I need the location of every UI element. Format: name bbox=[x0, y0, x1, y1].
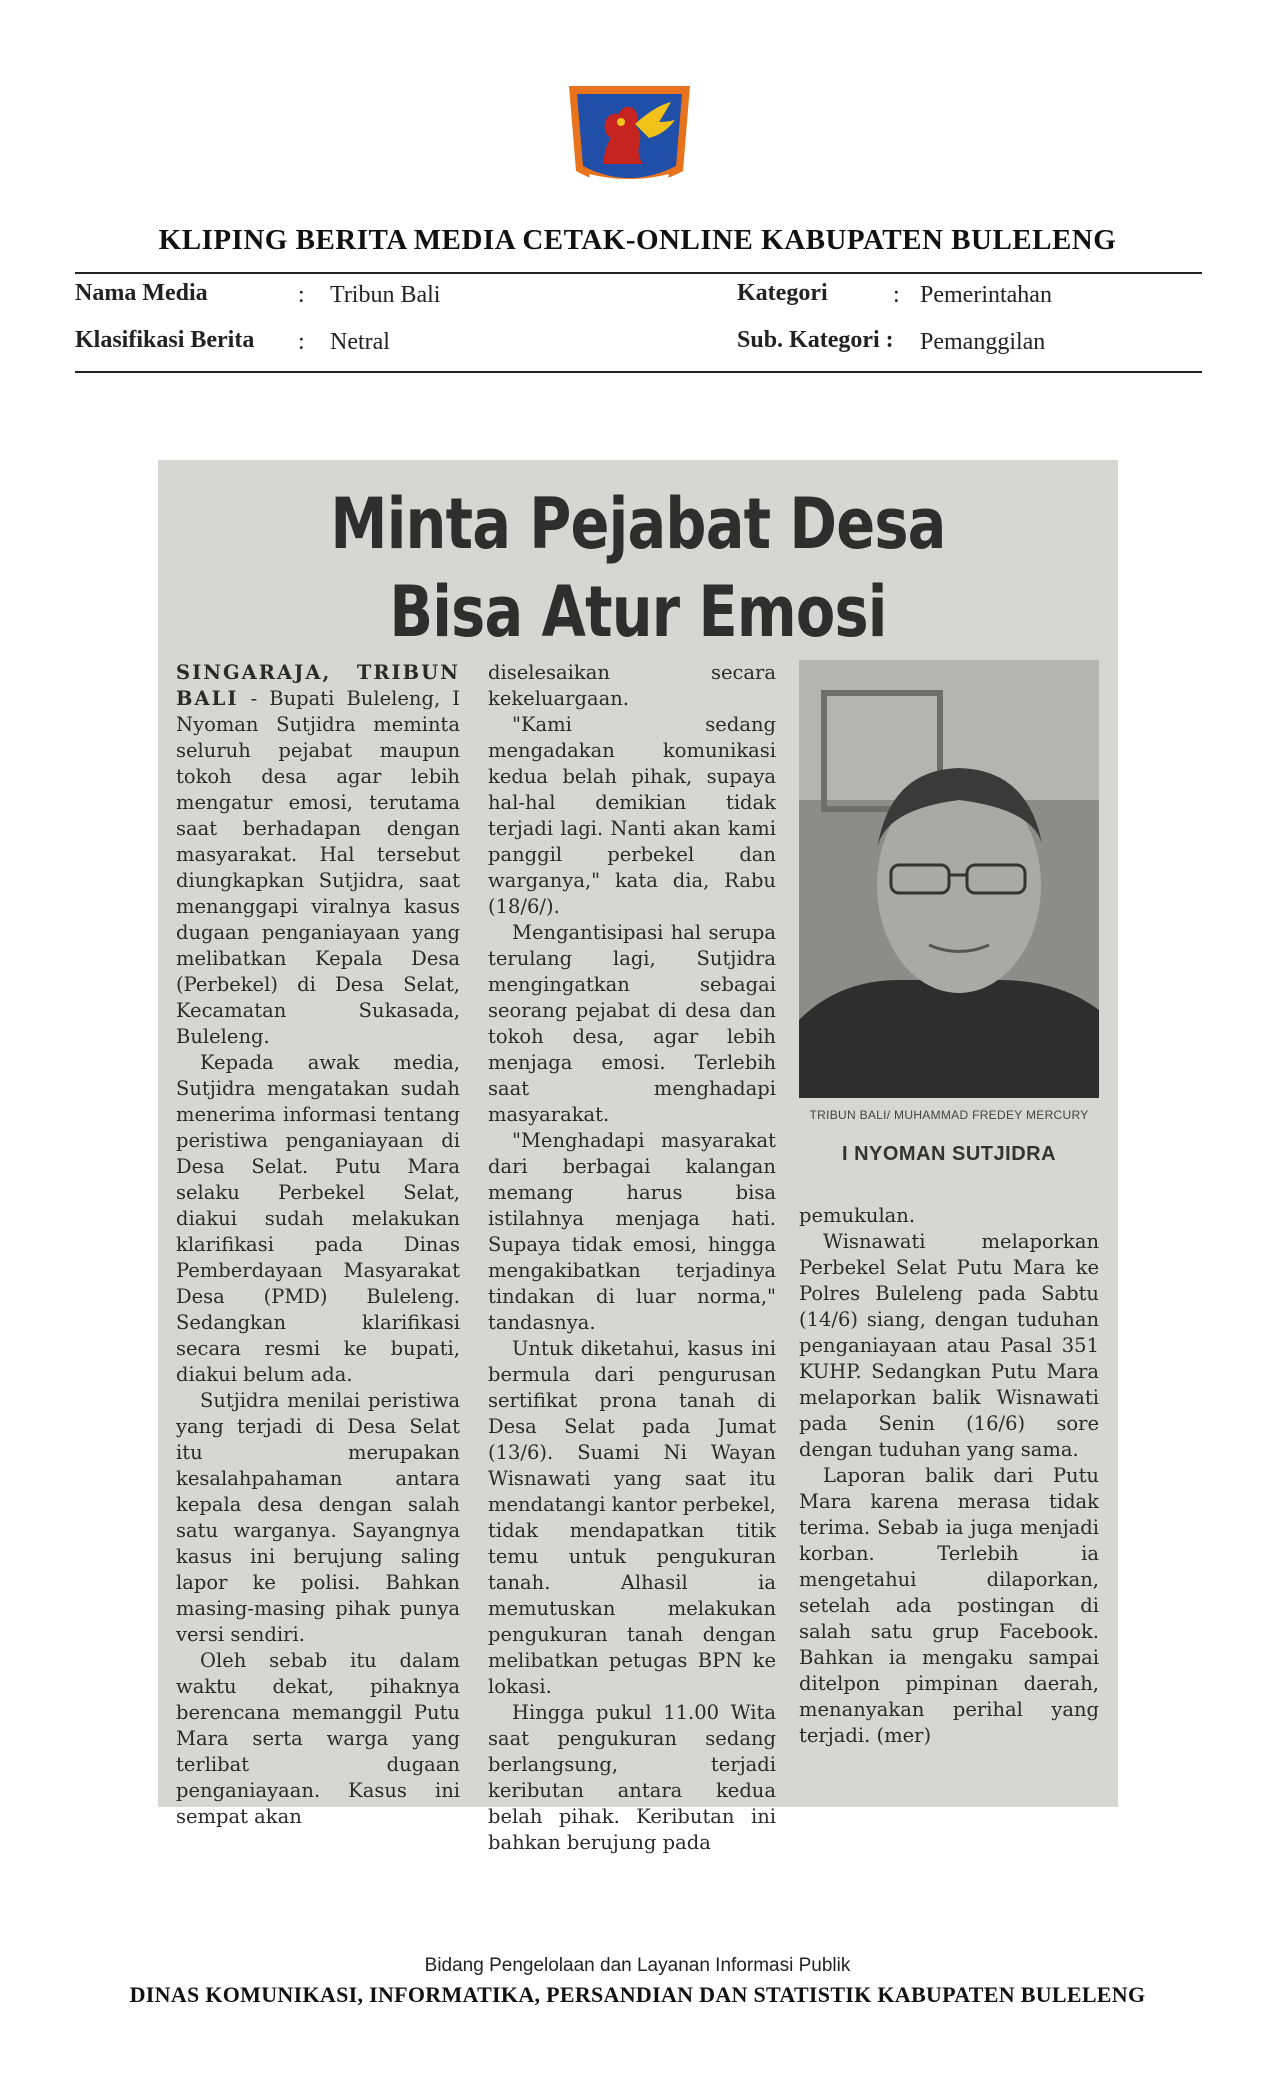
subkategori-row bbox=[737, 327, 894, 354]
article-paragraph: Untuk diketahui, kasus ini bermula dari pengurusan sertifikat prona tanah di Desa Selat pada Jumat (13/6). Suami Ni Wayan Wisnawati yang saat itu mendatangi kantor perbekel, tidak mendapatkan titik temu untuk pengukuran tanah. Alhasil ia memutuskan melakukan pengukuran tanah dengan melibatkan petugas BPN ke lokasi. bbox=[488, 1337, 776, 1698]
article-paragraph: Oleh sebab itu dalam waktu dekat, pihaknya berencana memanggil Putu Mara serta warga yang terlibat dugaan penganiayaan. Kasus ini sempat akan bbox=[176, 1649, 460, 1828]
header-rule-bottom bbox=[75, 371, 1202, 373]
kategori-row bbox=[737, 280, 828, 307]
subkategori-value: Pemanggilan bbox=[920, 329, 1046, 355]
article-column-3 bbox=[799, 1203, 1099, 1749]
kategori-label: Kategori bbox=[737, 280, 828, 306]
footer-agency: DINAS KOMUNIKASI, INFORMATIKA, PERSANDIAN DAN STATISTIK KABUPATEN BULELENG bbox=[129, 1982, 1146, 2007]
article-paragraph: "Kami sedang mengadakan komunikasi kedua belah pihak, supaya hal-hal demikian tidak terjadi lagi. Nanti akan kami panggil perbekel dan warganya," kata dia, Rabu (18/6/). bbox=[488, 713, 776, 918]
footer-department: Bidang Pengelolaan dan Layanan Informasi Publik bbox=[424, 1955, 851, 1976]
media-colon: : bbox=[298, 282, 305, 308]
article-paragraph: Wisnawati melaporkan Perbekel Selat Putu Mara ke Polres Buleleng pada Sabtu (14/6) siang, dengan tuduhan penganiayaan atau Pasal 351 KUHP. Sedangkan Putu Mara melaporkan balik Wisnawati pada Senin (16/6) sore dengan tuduhan yang sama. bbox=[799, 1230, 1099, 1461]
kategori-colon: : bbox=[893, 282, 900, 308]
article-column-1 bbox=[176, 660, 460, 1830]
klasifikasi-colon: : bbox=[298, 329, 305, 355]
article-paragraph: "Menghadapi masyarakat dari berbagai kalangan memang harus bisa istilahnya menjaga hati. Supaya tidak emosi, hingga mengakibatkan terjadinya tindakan di luar norma," tandasnya. bbox=[488, 1129, 776, 1334]
article-paragraph: Hingga pukul 11.00 Wita saat pengukuran sedang berlangsung, terjadi keributan antara kedua belah pihak. Keributan ini bahkan berujung pada bbox=[488, 1701, 776, 1854]
newspaper-clipping bbox=[158, 460, 1118, 1854]
media-row bbox=[75, 280, 208, 307]
article-column-2 bbox=[488, 660, 776, 1856]
klasifikasi-value: Netral bbox=[330, 329, 390, 355]
article-headline bbox=[244, 480, 1031, 656]
document-title: KLIPING BERITA MEDIA CETAK-ONLINE KABUPATEN BULELENG bbox=[158, 224, 1117, 256]
article-photo bbox=[799, 660, 1099, 1098]
header-rule-top bbox=[75, 272, 1202, 274]
article-paragraph: Mengantisipasi hal serupa terulang lagi, Sutjidra mengingatkan sebagai seorang pejabat di desa dan tokoh desa, agar lebih menjaga emosi. Terlebih saat menghadapi masyarakat. bbox=[488, 921, 776, 1126]
klasifikasi-row bbox=[75, 327, 254, 354]
klasifikasi-label: Klasifikasi Berita bbox=[75, 327, 255, 353]
photo-credit: TRIBUN BALI/ MUHAMMAD FREDEY MERCURY bbox=[809, 1108, 1089, 1122]
buleleng-crest-logo bbox=[563, 76, 696, 198]
article-paragraph: SINGARAJA, TRIBUN BALI - Bupati Buleleng, I Nyoman Sutjidra meminta seluruh pejabat maupun tokoh desa agar lebih mengatur emosi, terutama saat berhadapan dengan masyarakat. Hal tersebut diungkapkan Sutjidra, saat menanggapi viralnya kasus dugaan penganiayaan yang melibatkan Kepala Desa (Perbekel) di Desa Selat, Kecamatan Sukasada, Buleleng. bbox=[176, 661, 460, 1048]
article-paragraph: diselesaikan secara kekeluargaan. bbox=[488, 661, 776, 710]
media-value: Tribun Bali bbox=[330, 282, 441, 308]
article-paragraph: Kepada awak media, Sutjidra mengatakan sudah menerima informasi tentang peristiwa penganiayaan di Desa Selat. Putu Mara selaku Perbekel Selat, diakui sudah melakukan klarifikasi pada Dinas Pemberdayaan Masyarakat Desa (PMD) Buleleng. Sedangkan klarifikasi secara resmi ke bupati, diakui belum ada. bbox=[176, 1051, 460, 1386]
media-label: Nama Media bbox=[75, 280, 208, 306]
headline-line-1: Minta Pejabat Desa bbox=[330, 483, 946, 565]
subkategori-label: Sub. Kategori : bbox=[737, 327, 894, 353]
article-paragraph: Laporan balik dari Putu Mara karena merasa tidak terima. Sebab ia juga menjadi korban. Terlebih ia mengetahui dilaporkan, setelah ada postingan di salah satu grup Facebook. Bahkan ia mengaku sampai ditelpon pimpinan daerah, menanyakan perihal yang terjadi. (mer) bbox=[799, 1464, 1099, 1747]
kategori-value: Pemerintahan bbox=[920, 282, 1052, 308]
article-dateline: SINGARAJA, TRIBUN BALI bbox=[176, 661, 460, 710]
article-paragraph: pemukulan. bbox=[799, 1204, 916, 1227]
article-paragraph: Sutjidra menilai peristiwa yang terjadi di Desa Selat itu merupakan kesalahpahaman antara kepala desa dengan salah satu warganya. Sayangnya kasus ini berujung saling lapor ke polisi. Bahkan masing-masing pihak punya versi sendiri. bbox=[176, 1389, 460, 1646]
headline-line-2: Bisa Atur Emosi bbox=[389, 571, 887, 653]
photo-caption: I NYOMAN SUTJIDRA bbox=[841, 1143, 1057, 1165]
